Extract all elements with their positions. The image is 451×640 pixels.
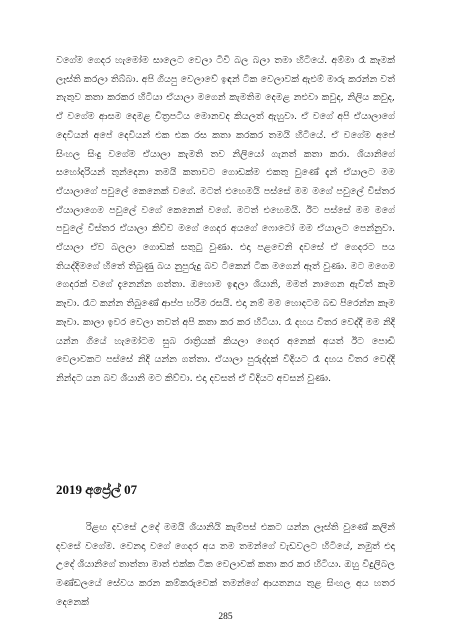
page-number: 285 [218, 612, 233, 622]
body-paragraph-2: රිළඟ දවසේ උදේ මමයි ශියානියි කැම්පස් එකට යන්න ලෑස්ති වුණේ කලින් දවසේ වගේම. වෙනදා වගේ ගෙදර අය තම තමන්ගේ වැඩවලට හිටියේ, නමුත් එදා උදේ ශියානිගේ තාත්තා මාත් එක්ක ටික වෙලාවක් කතා කර කර හිටියා. ඔහු විදුලිබල මණ්ඩලයේ සේවය කරන කම්කරුවෙක් තමන්ගේ ආයතනය තුළ සිංහල අය හතර දෙනෙක් [56, 522, 395, 608]
date-heading: 2019 අප්‍රේල් 07 [56, 482, 138, 497]
body-paragraph-1: වගේම ගෙදර හැමෝම සාලෙට වෙලා ටීවී බල බලා තමා හිටියේ. අම්මා රෑ කෑමක් ලෑස්ති කරලා තිබ්බා. අපි ගියපු වෙලාවේ ඉඳන් ටික වෙලාවක් ඇළුම් මාරු කරන්න වත් නැතුව කතා කරකර හිටියා ඒයාලා මගෙන් කැමතිම දෙමළ නළුවා කවුද, නිලිය කවුද, ඒ වගේම ආසම දෙමළ චිත්‍රපටිය මොනවද කියලත් ඇහුවා. ඒ වගේ අපි ඒයාලාගේ දෙවියන් අපේ දෙවියන් එක එක රස කතා කරකර තමයි හිටියේ. ඒ වගේම අපේ සිංහල සිංදු වගේම ඒයාලා කැමති තව නිලියෝ ගැනත් කතා කරා. ශියානිගේ සහෝදරියන් තුන්දෙනා තමයි කතාවට ගොඩක්ම එකතු වුණේ දැන් ඒයාලට මම ඒයාලාගේ පවුලේ කෙනෙක් වගේ. මටත් එහෙමයි පස්සේ මම මගේ පවුලේ විස්තර ඒයාලාගෙම පවුලේ වගේ කෙනෙක් වගේ. මටත් එහෙමයි. ඊට පස්සේ මම මගේ පවුලේ විස්තර ඒයාලා කිව්ව මගේ ගෙදර අයගේ ෆොටෝ මම ඒයාලට පෙන්නුවා. ඒයාලා ඒව බලලා ගොඩක් සතුටු වුණා. එදා පළවෙනි දවසේ ඒ ගෙදරට පය තියද්දිමගේ හිතේ තිබුණු බය නුපුරුදු බව ටිකෙන් ටික මගෙන් ඈත් වුණා. මට මගෙම ගෙදරක් වගේ දැනෙන්න ගත්තා. ඔහොම ඉඳලා ශියානි, මමත් නාගෙන ඇවිත් කෑම කෑවා. රෑට කන්න තිබුණේ ආප්ප හරිම රසයි. එදා නම් මම හොදටම බඩ පිරෙන්න කෑම කෑවා. කාලා ඉවර වෙලා තවත් අපි කතා කර කර හිටියා. රෑ දහය විතර වෙද්දී මම නිදි යන්න ගියේ හැමෝටම සුබ රාත්‍රියක් කියලා ගෙදර අනෙක් අයත් ඊට පොඩි වෙලාවකට පස්සේ නිදි යන්න ගත්තා. ඒයාලා පුරුද්දක් විදියට රෑ දහය විතර වෙද්දි නින්දට යන බව ශියානි මට කිව්වා. එදා දවසත් ඒ විදියට අවසන් වුණා. [56, 55, 395, 384]
